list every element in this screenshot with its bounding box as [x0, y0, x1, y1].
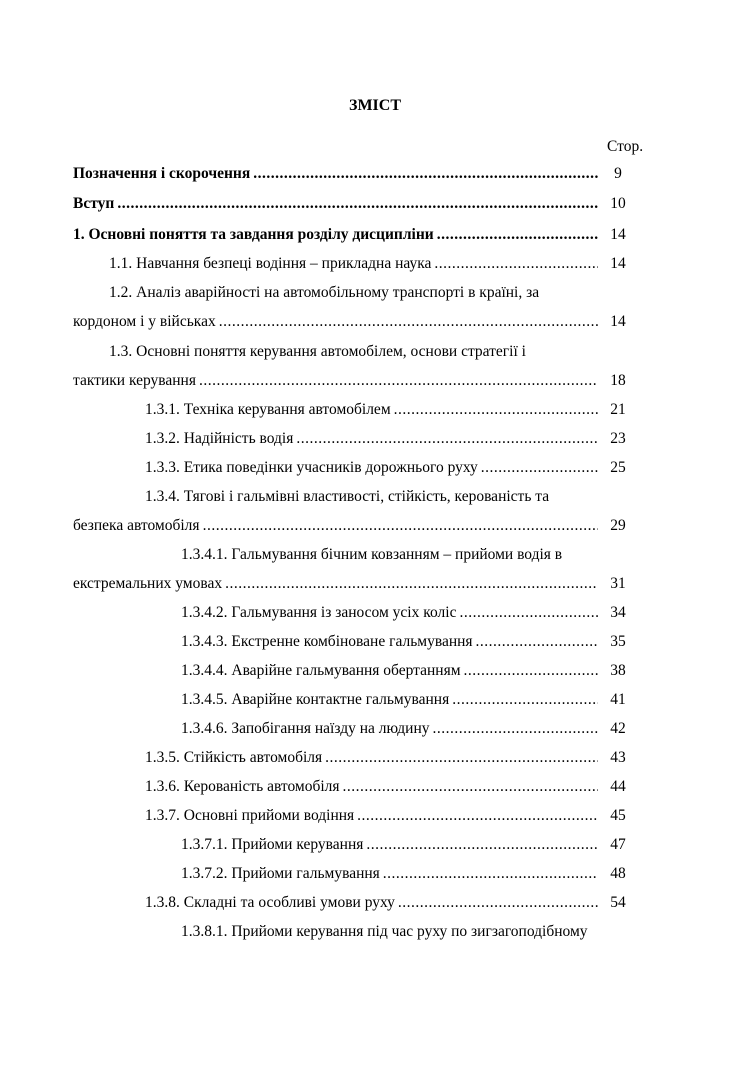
toc-entry-label-continued: кордоном і у військах: [73, 313, 216, 330]
toc-entry-1-3-4-1-line2[interactable]: [0, 574, 750, 594]
toc-entry-page: 25: [610, 459, 626, 476]
dot-leader: [357, 806, 598, 826]
toc-entry-notations[interactable]: [0, 164, 750, 184]
toc-entry-page: 10: [610, 195, 626, 212]
page-title: ЗМІСТ: [349, 97, 401, 114]
toc-entry-label: 1.1. Навчання безпеці водіння – прикладна наука: [109, 255, 432, 272]
toc-entry-label: 1.3.4. Тягові і гальмівні властивості, стійкість, керованість та: [145, 488, 550, 505]
dot-leader: [253, 164, 598, 184]
dot-leader: [434, 254, 598, 274]
dot-leader: [199, 371, 598, 391]
toc-entry-1-3-4-line2[interactable]: [0, 516, 750, 536]
toc-entry-1-3-2[interactable]: [0, 429, 750, 449]
toc-entry-label: 1.3.4.4. Аварійне гальмування обертанням: [181, 662, 461, 679]
dot-leader: [437, 225, 598, 245]
toc-entry-page: 18: [610, 372, 626, 389]
toc-entry-1-3-7[interactable]: [0, 806, 750, 826]
toc-entry-page: 38: [610, 662, 626, 679]
toc-entry-page: 44: [610, 778, 626, 795]
toc-entry-page: 43: [610, 749, 626, 766]
toc-entry-1-3-6[interactable]: [0, 777, 750, 797]
dot-leader: [481, 458, 598, 478]
toc-entry-label-continued: тактики керування: [73, 372, 196, 389]
toc-entry-1-3-1[interactable]: [0, 400, 750, 420]
toc-entry-1-3-8[interactable]: [0, 893, 750, 913]
toc-entry-page: 54: [610, 894, 626, 911]
dot-leader: [464, 661, 598, 681]
dot-leader: [383, 864, 598, 884]
toc-entry-section-1[interactable]: [0, 225, 750, 245]
toc-entry-label-continued: безпека автомобіля: [73, 517, 200, 534]
dot-leader: [433, 719, 598, 739]
toc-entry-1-3-5[interactable]: [0, 748, 750, 768]
page-column-header: Стор.: [607, 138, 644, 155]
toc-entry-page: 47: [610, 836, 626, 853]
toc-entry-label: 1. Основні поняття та завдання розділу дисципліни: [73, 226, 434, 243]
toc-entry-1-3-3[interactable]: [0, 458, 750, 478]
dot-leader: [459, 603, 598, 623]
toc-entry-page: 31: [610, 575, 626, 592]
dot-leader: [117, 194, 598, 214]
toc-entry-1-3-4-3[interactable]: [0, 632, 750, 652]
toc-entry-page: 9: [614, 165, 622, 182]
toc-entry-label: Позначення і скорочення: [73, 165, 251, 182]
toc-entry-page: 34: [610, 604, 626, 621]
toc-entry-label-continued: екстремальних умовах: [73, 575, 223, 592]
toc-entry-1-3-4-1-line1[interactable]: [0, 545, 750, 565]
toc-entry-1-2-line1[interactable]: [0, 283, 750, 303]
toc-entry-label: 1.3.8.1. Прийоми керування під час руху по зигзагоподібному: [181, 923, 588, 940]
toc-entry-1-3-7-2[interactable]: [0, 864, 750, 884]
toc-entry-label: 1.3.4.6. Запобігання наїзду на людину: [181, 720, 430, 737]
toc-entry-label: 1.3.7.1. Прийоми керування: [181, 836, 364, 853]
toc-entry-label: 1.3.2. Надійність водія: [145, 430, 294, 447]
toc-entry-label: 1.3.3. Етика поведінки учасників дорожнього руху: [145, 459, 478, 476]
toc-entry-1-3-4-6[interactable]: [0, 719, 750, 739]
dot-leader: [476, 632, 598, 652]
toc-entry-page: 14: [610, 226, 626, 243]
toc-entry-label: 1.3.1. Техніка керування автомобілем: [145, 401, 391, 418]
toc-entry-1-1[interactable]: [0, 254, 750, 274]
toc-entry-page: 48: [610, 865, 626, 882]
toc-entry-label: 1.3.8. Складні та особливі умови руху: [145, 894, 395, 911]
toc-entry-page: 23: [610, 430, 626, 447]
toc-entry-label: 1.3.4.5. Аварійне контактне гальмування: [181, 691, 450, 708]
toc-entry-1-3-line1[interactable]: [0, 342, 750, 362]
toc-entry-page: 35: [610, 633, 626, 650]
dot-leader: [394, 400, 598, 420]
toc-entry-1-3-4-4[interactable]: [0, 661, 750, 681]
toc-entry-1-3-7-1[interactable]: [0, 835, 750, 855]
toc-entry-1-3-4-2[interactable]: [0, 603, 750, 623]
toc-entry-label: 1.3.4.2. Гальмування із заносом усіх коліс: [181, 604, 457, 621]
toc-entry-page: 29: [610, 517, 626, 534]
toc-entry-page: 42: [610, 720, 626, 737]
dot-leader: [343, 777, 598, 797]
toc-entry-1-3-4-5[interactable]: [0, 690, 750, 710]
dot-leader: [452, 690, 598, 710]
toc-entry-page: 41: [610, 691, 626, 708]
toc-entry-page: 14: [610, 313, 626, 330]
toc-entry-label: 1.3.4.3. Екстренне комбіноване гальмування: [181, 633, 473, 650]
toc-entry-label: Вступ: [73, 195, 115, 212]
toc-entry-label: 1.3.7.2. Прийоми гальмування: [181, 865, 380, 882]
dot-leader: [325, 748, 598, 768]
toc-entry-1-3-4-line1[interactable]: [0, 487, 750, 507]
dot-leader: [219, 312, 598, 332]
toc-entry-label: 1.3. Основні поняття керування автомобілем, основи стратегії і: [109, 343, 526, 360]
toc-entry-label: 1.3.4.1. Гальмування бічним ковзанням – прийоми водія в: [181, 546, 563, 563]
dot-leader: [398, 893, 598, 913]
toc-entry-1-2-line2[interactable]: [0, 312, 750, 332]
dot-leader: [366, 835, 598, 855]
toc-entry-page: 45: [610, 807, 626, 824]
toc-entry-label: 1.3.7. Основні прийоми водіння: [145, 807, 355, 824]
dot-leader: [203, 516, 598, 536]
toc-entry-introduction[interactable]: [0, 194, 750, 214]
toc-entry-label: 1.3.6. Керованість автомобіля: [145, 778, 340, 795]
toc-entry-1-3-8-1-line1[interactable]: [0, 922, 750, 942]
dot-leader: [225, 574, 598, 594]
toc-entry-1-3-line2[interactable]: [0, 371, 750, 391]
toc-entry-page: 21: [610, 401, 626, 418]
toc-entry-label: 1.3.5. Стійкість автомобіля: [145, 749, 323, 766]
dot-leader: [296, 429, 598, 449]
toc-entry-label: 1.2. Аналіз аварійності на автомобільному транспорті в країні, за: [109, 284, 540, 301]
toc-entry-page: 14: [610, 255, 626, 272]
